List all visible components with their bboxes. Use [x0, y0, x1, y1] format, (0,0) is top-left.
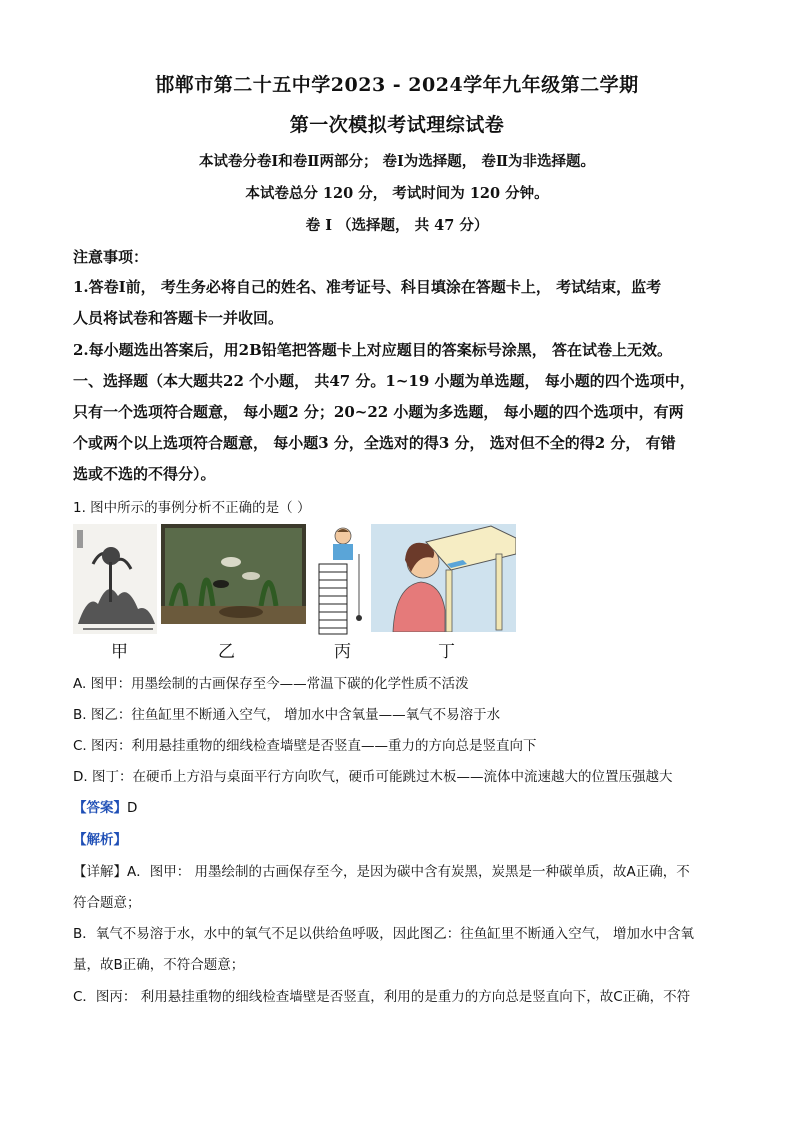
figure-caption-ding: 丁	[438, 642, 455, 662]
section-desc-2: 只有一个选项符合题意， 每小题2 分；20~22 小题为多选题， 每小题的四个选项中，有两	[73, 403, 684, 421]
blow-coin-image	[371, 524, 516, 632]
aquarium-image	[161, 524, 306, 624]
section-desc-1: 一、选择题（本大题共22 个小题， 共47 分。1~19 小题为单选题， 每小题的四个选项中，	[73, 372, 695, 390]
answer-line	[73, 796, 723, 816]
notes-heading: 注意事项：	[73, 248, 149, 266]
option-a: A. 图甲：用墨绘制的古画保存至今——常温下碳的化学性质不活泼	[73, 676, 469, 692]
note-1-line-b: 人员将试卷和答题卡一并收回。	[73, 309, 284, 327]
question-1-stem: 1. 图中所示的事例分析不正确的是（ ）	[73, 500, 311, 516]
exam-info-score: 本试卷总分 120 分， 考试时间为 120 分钟。	[245, 185, 549, 202]
wall-plumb-image	[313, 524, 369, 636]
section-desc-4: 选或不选的不得分）。	[73, 465, 216, 483]
analysis-tag: 【解析】	[73, 832, 127, 848]
answer-tag: 【答案】	[73, 800, 127, 816]
detail-a-line-1	[73, 860, 723, 880]
detail-a-text: A．图甲： 用墨绘制的古画保存至今，是因为碳中含有炭黑，炭黑是一种碳单质，故A正确，不	[127, 864, 690, 880]
exam-title-line2: 第一次模拟考试理综试卷	[289, 114, 505, 136]
detail-b-line-2: 量，故B正确，不符合题意；	[73, 957, 245, 973]
exam-info-parts: 本试卷分卷Ⅰ和卷Ⅱ两部分； 卷Ⅰ为选择题， 卷Ⅱ为非选择题。	[198, 153, 596, 170]
note-1-line-a: 1.答卷Ⅰ前， 考生务必将自己的姓名、准考证号、科目填涂在答题卡上， 考试结束，监考	[73, 278, 662, 296]
detail-a-line-2: 符合题意；	[73, 895, 141, 911]
exam-title-line1: 邯郸市第二十五中学2023 - 2024学年九年级第二学期	[155, 74, 639, 96]
detail-tag: 【详解】	[73, 864, 127, 880]
detail-c-line-1: C．图丙： 利用悬挂重物的细线检查墙壁是否竖直，利用的是重力的方向总是竖直向下，故C正确，不符	[73, 989, 691, 1005]
note-2: 2.每小题选出答案后，用2B铅笔把答题卡上对应题目的答案标号涂黑， 答在试卷上无效。	[73, 341, 673, 359]
analysis-line	[73, 828, 723, 848]
option-b: B. 图乙：往鱼缸里不断通入空气， 增加水中含氧量——氧气不易溶于水	[73, 707, 501, 723]
ink-painting-image	[73, 524, 157, 634]
question-1-figures	[73, 524, 523, 662]
exam-info-volume: 卷 Ⅰ （选择题， 共 47 分）	[305, 217, 489, 234]
option-c: C. 图丙：利用悬挂重物的细线检查墙壁是否竖直——重力的方向总是竖直向下	[73, 738, 537, 754]
detail-b-line-1: B．氧气不易溶于水，水中的氧气不足以供给鱼呼吸，因此图乙：往鱼缸里不断通入空气， 增加水中含氧	[73, 926, 695, 942]
section-desc-3: 个或两个以上选项符合题意， 每小题3 分，全选对的得3 分， 选对但不全的得2 分， 有错	[73, 434, 676, 452]
answer-value: D	[127, 800, 138, 816]
figure-caption-bing: 丙	[334, 642, 351, 662]
option-d: D. 图丁：在硬币上方沿与桌面平行方向吹气，硬币可能跳过木板——流体中流速越大的位置压强越大	[73, 769, 673, 785]
figure-caption-jia: 甲	[111, 642, 128, 662]
figure-caption-yi: 乙	[218, 642, 235, 662]
